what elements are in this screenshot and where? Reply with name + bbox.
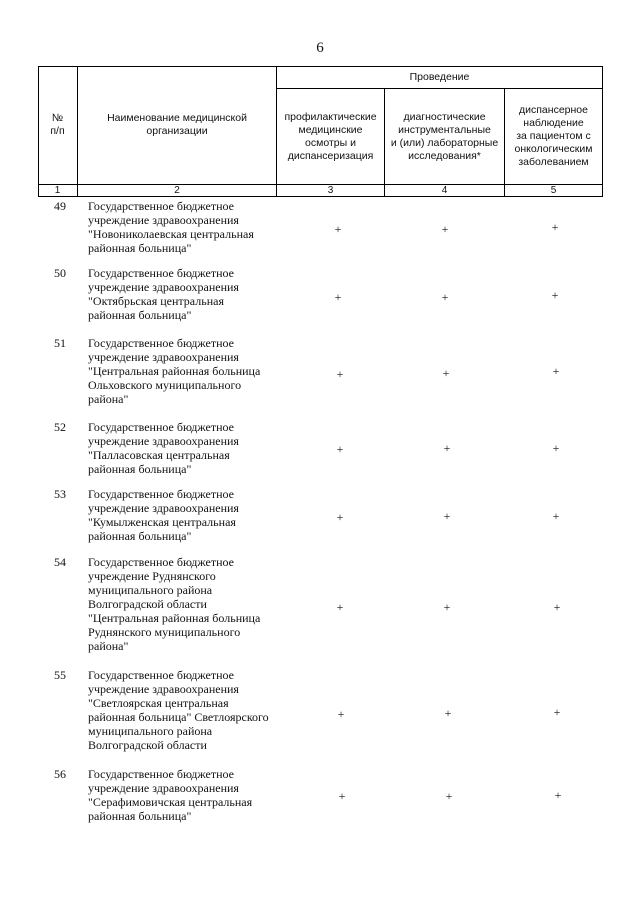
organization-name: Государственное бюджетное учреждение здравоохранения "Центральная районная больница Ольховского муниципального района" xyxy=(88,336,261,406)
mark-diag: + xyxy=(445,789,453,803)
mark-disp: + xyxy=(552,509,560,523)
organization-name: Государственное бюджетное учреждение здравоохранения "Серафимовичская центральная районная больница" xyxy=(88,767,253,823)
mark-diag: + xyxy=(443,509,451,523)
column-number-4: 4 xyxy=(441,185,448,196)
header-col-name: Наименование медицинской организации xyxy=(107,112,247,137)
header-col-num: № п/п xyxy=(50,112,65,137)
mark-diag: + xyxy=(443,441,451,455)
mark-disp: + xyxy=(554,788,562,802)
table-header xyxy=(38,66,603,196)
mark-prof: + xyxy=(334,222,342,236)
row-number: 56 xyxy=(54,767,66,781)
organization-name: Государственное бюджетное учреждение здравоохранения "Кумылженская центральная районная больница" xyxy=(88,487,239,543)
organization-name: Государственное бюджетное учреждение здравоохранения "Палласовская центральная районная больница" xyxy=(88,420,239,476)
row-number: 53 xyxy=(54,487,66,501)
mark-disp: + xyxy=(553,705,561,719)
row-number: 54 xyxy=(54,555,66,569)
row-number: 52 xyxy=(54,420,66,434)
mark-prof: + xyxy=(336,367,344,381)
mark-diag: + xyxy=(443,600,451,614)
organization-name: Государственное бюджетное учреждение Руднянского муниципального района Волгоградской области "Центральная районная больница Руднянского муниципального района" xyxy=(88,555,261,653)
mark-diag: + xyxy=(441,222,449,236)
column-number-3: 3 xyxy=(327,185,334,196)
mark-disp: + xyxy=(551,288,559,302)
mark-disp: + xyxy=(551,220,559,234)
organization-name: Государственное бюджетное учреждение здравоохранения "Октябрьская центральная районная больница" xyxy=(88,266,239,322)
column-number-1: 1 xyxy=(54,185,61,196)
header-col-diag: диагностические инструментальные и (или) лабораторные исследования* xyxy=(390,110,499,162)
header-right-border xyxy=(602,66,603,197)
row-number: 50 xyxy=(54,266,66,280)
mark-diag: + xyxy=(442,366,450,380)
organization-name: Государственное бюджетное учреждение здравоохранения "Светлоярская центральная районная больница" Светлоярского муниципального района Волгоградской области xyxy=(88,668,269,752)
organization-name: Государственное бюджетное учреждение здравоохранения "Новониколаевская центральная районная больница" xyxy=(88,199,254,255)
header-bottom-border xyxy=(38,196,603,197)
row-number: 55 xyxy=(54,668,66,682)
mark-disp: + xyxy=(552,364,560,378)
mark-prof: + xyxy=(336,442,344,456)
row-number: 51 xyxy=(54,336,66,350)
mark-disp: + xyxy=(552,441,560,455)
mark-prof: + xyxy=(334,290,342,304)
mark-prof: + xyxy=(337,707,345,721)
page-number: 6 xyxy=(316,40,324,56)
column-number-5: 5 xyxy=(550,185,557,196)
mark-diag: + xyxy=(444,706,452,720)
mark-prof: + xyxy=(336,600,344,614)
mark-diag: + xyxy=(441,290,449,304)
column-number-2: 2 xyxy=(174,185,180,196)
header-col-prof: профилактические медицинские осмотры и диспансеризация xyxy=(284,110,377,162)
row-number: 49 xyxy=(54,199,66,213)
mark-disp: + xyxy=(553,600,561,614)
mark-prof: + xyxy=(336,510,344,524)
header-group-conduct: Проведение xyxy=(409,70,470,83)
header-col-disp: диспансерное наблюдение за пациентом с онкологическим заболеванием xyxy=(514,104,593,168)
mark-prof: + xyxy=(338,789,346,803)
